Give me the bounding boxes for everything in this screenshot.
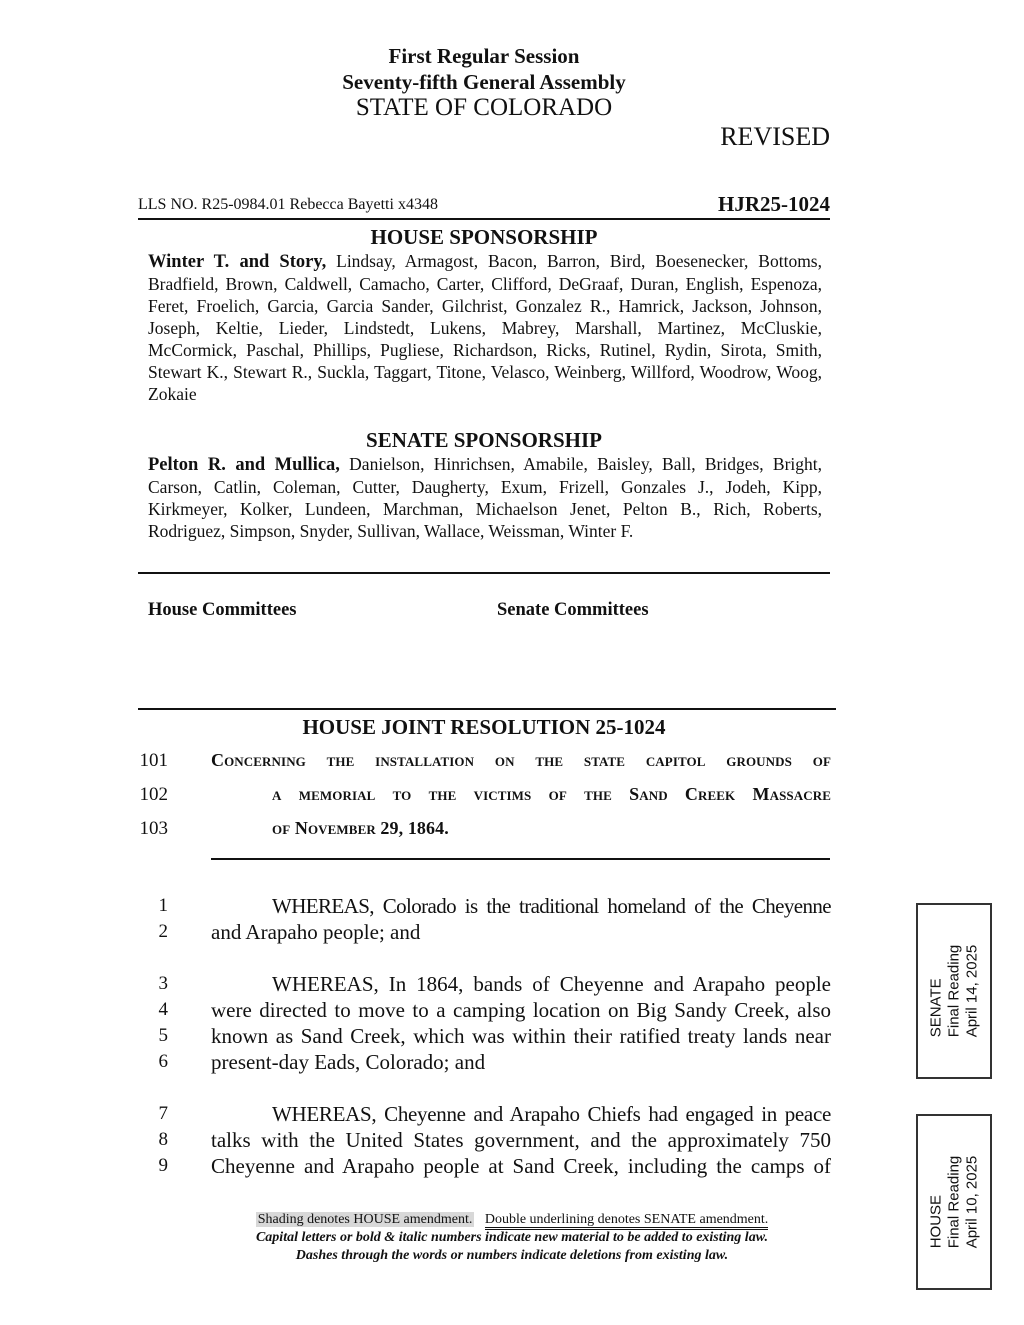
body-line: were directed to move to a camping location on Big Sandy Creek, also: [211, 998, 831, 1022]
title-line-number: 101: [139, 750, 168, 771]
status-label: REVISED: [720, 122, 830, 151]
house-sponsorship-heading: HOUSE SPONSORSHIP: [370, 225, 598, 249]
dashes-note: Dashes through the words or numbers indicate deletions from existing law.: [295, 1248, 729, 1263]
lls-number: LLS NO. R25-0984.01 Rebecca Bayetti x4348: [138, 196, 438, 213]
house-sponsors: [148, 250, 822, 405]
body-line-number: 4: [158, 999, 168, 1020]
senate-cosponsors: Danielson, Hinrichsen, Amabile, Baisley, Ball, Bridges, Bright, Carson, Catlin, Coleman, Cutter, Daugherty, Exum, Frizell, Gonzales J., Jodeh, Kipp, Kirkmeyer, Kolker, Lundeen, Marchman, Michaelson Jenet, Pelton B., Rich, Roberts, Rodriguez, Simpson, Snyder, Sullivan, Wallace, Weissman, Winter F.: [148, 454, 823, 541]
house-committees-label: House Committees: [148, 600, 297, 620]
stamp-date: April 10, 2025: [963, 1155, 981, 1249]
resolution-heading: HOUSE JOINT RESOLUTION 25-1024: [302, 715, 666, 739]
body-line-number: 3: [158, 973, 168, 994]
house-amendment-note: Shading denotes HOUSE amendment.: [257, 1212, 473, 1227]
capital-letters-note: Capital letters or bold & italic numbers indicate new material to be added to existing law.: [255, 1230, 769, 1245]
body-line-number: 8: [158, 1129, 168, 1150]
body-line: present-day Eads, Colorado; and: [211, 1050, 486, 1074]
body-line: talks with the United States government, and the approximately 750: [211, 1128, 831, 1152]
body-line: WHEREAS, Colorado is the traditional homeland of the Cheyenne: [272, 894, 831, 918]
house-cosponsors: Lindsay, Armagost, Bacon, Barron, Bird, Boesenecker, Bottoms, Bradfield, Brown, Caldwell, Camacho, Carter, Clifford, DeGraaf, Duran, English, Espenoza, Feret, Froelich, Garcia, Garcia Sander, Gilchrist, Gonzalez R., Hamrick, Jackson, Johnson, Joseph, Keltie, Lieder, Lindstedt, Lukens, Mabrey, Marshall, Martinez, McCluskie, McCormick, Paschal, Phillips, Pugliese, Richardson, Ricks, Rutinel, Rydin, Sirota, Smith, Stewart K., Stewart R., Suckla, Taggart, Titone, Velasco, Weinberg, Willford, Woodrow, Woog, Zokaie: [148, 251, 822, 404]
title-line-number: 103: [139, 818, 168, 839]
senate-committees-label: Senate Committees: [497, 600, 649, 620]
stamp-label: Final Reading: [945, 1155, 963, 1249]
body-line: WHEREAS, In 1864, bands of Cheyenne and Arapaho people: [272, 972, 831, 996]
house-primary-sponsors: Winter T. and Story,: [148, 252, 327, 272]
resolution-top-divider: [138, 708, 836, 710]
committees-top-divider: [138, 572, 830, 574]
senate-final-reading-stamp: [916, 903, 992, 1079]
state-label: STATE OF COLORADO: [355, 94, 613, 121]
body-line-number: 5: [158, 1025, 168, 1046]
body-line-number: 9: [158, 1155, 168, 1176]
stamp-date: April 14, 2025: [963, 944, 981, 1038]
title-bottom-divider: [211, 858, 830, 860]
senate-sponsors: [148, 453, 822, 542]
body-line: Cheyenne and Arapaho people at Sand Creek, including the camps of: [211, 1154, 831, 1178]
stamp-chamber: SENATE: [927, 978, 945, 1038]
body-line: WHEREAS, Cheyenne and Arapaho Chiefs had engaged in peace: [272, 1102, 831, 1126]
body-line-number: 7: [158, 1103, 168, 1124]
title-line: of November 29, 1864.: [272, 818, 449, 838]
body-line-number: 1: [158, 895, 168, 916]
title-line: Concerning the installation on the state capitol grounds of: [211, 750, 831, 770]
senate-amendment-note: Double underlining denotes SENATE amendment.: [485, 1212, 768, 1230]
body-line-number: 2: [158, 921, 168, 942]
amendment-legend: [0, 1212, 1024, 1228]
header-divider: [138, 218, 830, 220]
bill-id: HJR25-1024: [718, 192, 830, 216]
title-line: a memorial to the victims of the Sand Creek Massacre: [272, 784, 831, 804]
assembly-label: Seventy-fifth General Assembly: [342, 70, 626, 94]
body-line-number: 6: [158, 1051, 168, 1072]
session-label: First Regular Session: [388, 44, 580, 68]
senate-sponsorship-heading: SENATE SPONSORSHIP: [366, 428, 602, 452]
body-line: known as Sand Creek, which was within their ratified treaty lands near: [211, 1024, 831, 1048]
stamp-label: Final Reading: [945, 944, 963, 1038]
body-line: and Arapaho people; and: [211, 920, 421, 944]
stamp-chamber: HOUSE: [927, 1194, 945, 1249]
senate-primary-sponsors: Pelton R. and Mullica,: [148, 455, 340, 475]
title-line-number: 102: [139, 784, 168, 805]
